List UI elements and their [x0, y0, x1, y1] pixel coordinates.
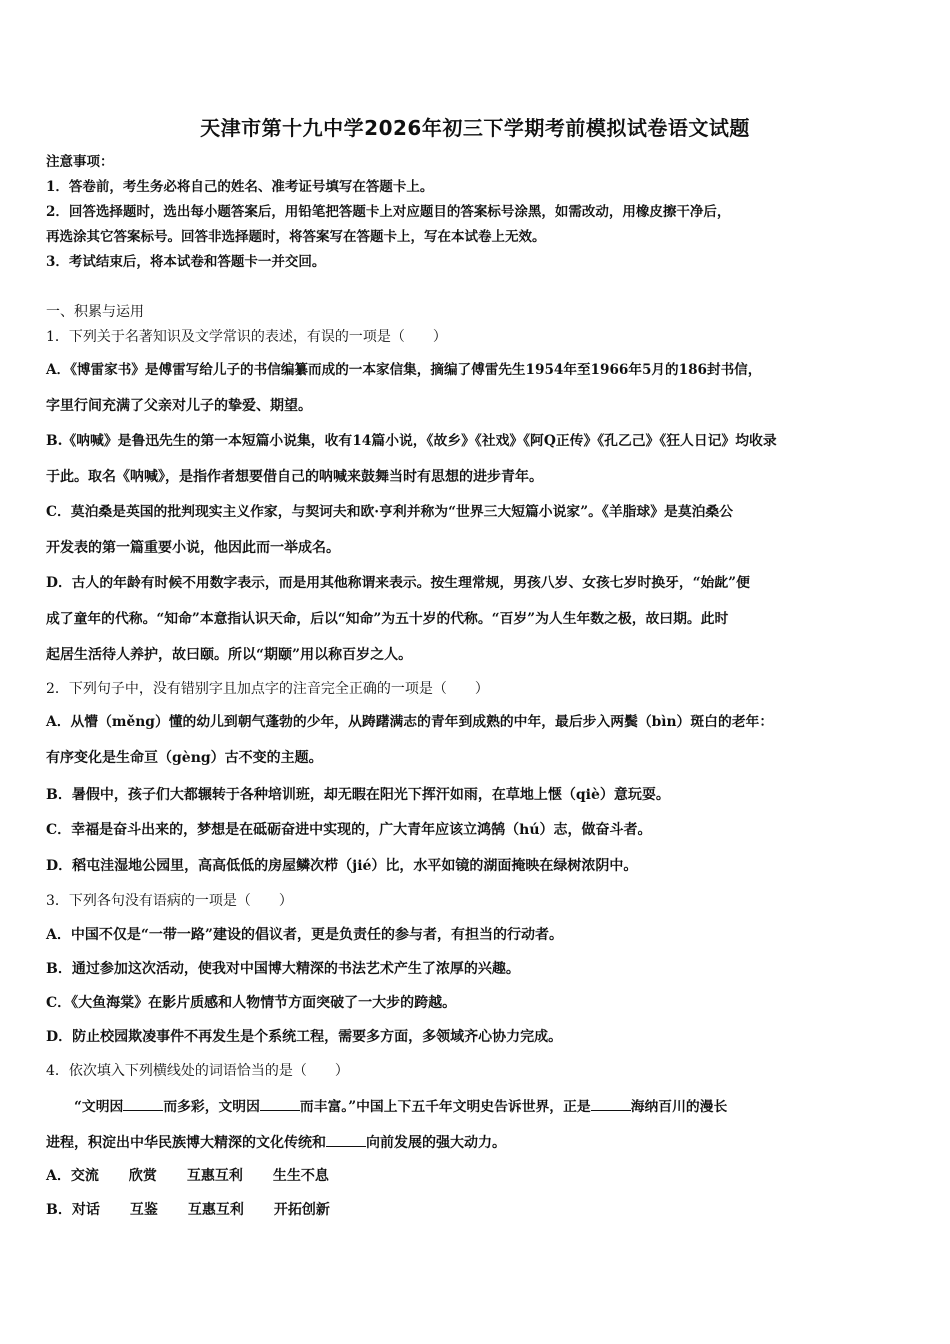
option-word: A．交流 — [46, 1168, 99, 1184]
option-word: 生生不息 — [272, 1168, 329, 1184]
blank-line — [260, 1096, 300, 1111]
q1-option-c-cont: 开发表的第一篇重要小说，他因此而一举成名。 — [46, 540, 340, 556]
blank-line — [591, 1096, 631, 1111]
q4-passage-text: 进程，积淀出中华民族博大精深的文化传统和 — [46, 1135, 326, 1151]
notes-item: 1．答卷前，考生务必将自己的姓名、准考证号填写在答题卡上。 — [46, 179, 434, 195]
q4-passage-text: 而多彩，文明因 — [163, 1099, 260, 1115]
section-heading: 一、积累与运用 — [46, 304, 144, 320]
q4-passage-text: 海纳百川的漫长 — [630, 1099, 728, 1115]
q2-option-c: C．幸福是奋斗出来的，梦想是在砥砺奋进中实现的，广大青年应该立鸿鹄（hú）志，做奋斗者。 — [46, 822, 652, 838]
q4-passage-line-2 — [46, 1132, 506, 1153]
q2-option-b: B．暑假中，孩子们大都辗转于各种培训班，却无暇在阳光下挥汗如雨，在草地上惬（qiè）意玩耍。 — [46, 787, 670, 803]
q1-option-b: B.《呐喊》是鲁迅先生的第一本短篇小说集，收有14篇小说，《故乡》《社戏》《阿Q正传》《孔乙己》《狂人日记》均收录 — [46, 433, 777, 449]
option-word: 互惠互利 — [187, 1202, 244, 1218]
notes-item: 2．回答选择题时，选出每小题答案后，用铅笔把答题卡上对应题目的答案标号涂黑，如需改动，用橡皮擦干净后， — [46, 204, 731, 220]
q4-passage-text: “文明因 — [74, 1099, 124, 1115]
option-word: 互鉴 — [129, 1202, 158, 1218]
q3-option-d: D．防止校园欺凌事件不再发生是个系统工程，需要多方面，多领域齐心协力完成。 — [46, 1029, 563, 1045]
blank-line — [123, 1096, 163, 1111]
q3-option-b: B．通过参加这次活动，使我对中国博大精深的书法艺术产生了浓厚的兴趣。 — [46, 961, 520, 977]
page-title: 天津市第十九中学2026年初三下学期考前模拟试卷语文试题 — [200, 116, 750, 140]
q1-option-a-cont: 字里行间充满了父亲对儿子的挚爱、期望。 — [46, 398, 312, 414]
q4-passage-line-1 — [74, 1096, 727, 1117]
q2-option-a-cont: 有序变化是生命亘（gèng）古不变的主题。 — [46, 750, 323, 766]
notes-item: 3．考试结束后，将本试卷和答题卡一并交回。 — [46, 254, 326, 270]
q1-option-d-cont: 起居生活待人养护，故曰颐。所以“期颐”用以称百岁之人。 — [46, 647, 413, 663]
q1-option-d: D．古人的年龄有时候不用数字表示，而是用其他称谓来表示。按生理常规，男孩八岁、女孩七岁时换牙，“始龀”便 — [46, 575, 750, 591]
q4-passage-text: 而丰富。”中国上下五千年文明史告诉世界，正是 — [299, 1099, 591, 1115]
q1-option-b-cont: 于此。取名《呐喊》，是指作者想要借自己的呐喊来鼓舞当时有思想的进步青年。 — [46, 469, 543, 485]
question-2-stem: 2．下列句子中，没有错别字且加点字的注音完全正确的一项是（ ） — [46, 681, 489, 697]
q4-option-a — [46, 1166, 329, 1186]
q3-option-c: C．《大鱼海棠》在影片质感和人物情节方面突破了一大步的跨越。 — [46, 995, 457, 1011]
question-4-stem: 4．依次填入下列横线处的词语恰当的是（ ） — [46, 1063, 349, 1079]
option-word: 欣赏 — [128, 1168, 157, 1184]
q1-option-d-cont: 成了童年的代称。“知命”本意指认识天命，后以“知命”为五十岁的代称。“百岁”为人生年数之极，故曰期。此时 — [46, 611, 729, 627]
notes-item: 再选涂其它答案标号。回答非选择题时，将答案写在答题卡上，写在本试卷上无效。 — [46, 229, 546, 245]
question-3-stem: 3．下列各句没有语病的一项是（ ） — [46, 893, 293, 909]
q1-option-c: C．莫泊桑是英国的批判现实主义作家，与契诃夫和欧·亨利并称为“世界三大短篇小说家”。《羊脂球》是莫泊桑公 — [46, 504, 734, 520]
q2-option-d: D．稻屯洼湿地公园里，高高低低的房屋鳞次栉（jié）比，水平如镜的湖面掩映在绿树浓阴中。 — [46, 858, 638, 874]
q4-option-b — [46, 1200, 330, 1220]
q4-passage-text: 向前发展的强大动力。 — [366, 1135, 506, 1151]
option-word: 开拓创新 — [273, 1202, 330, 1218]
option-word: B．对话 — [46, 1202, 100, 1218]
option-word: 互惠互利 — [186, 1168, 243, 1184]
notes-heading: 注意事项： — [46, 154, 114, 170]
q1-option-a: A．《博雷家书》是傅雷写给儿子的书信编纂而成的一本家信集，摘编了傅雷先生1954年至1966年5月的186封书信， — [46, 362, 762, 378]
q2-option-a: A．从懵（měng）懂的幼儿到朝气蓬勃的少年，从踌躇满志的青年到成熟的中年，最后步入两鬓（bìn）斑白的老年： — [46, 714, 774, 730]
question-1-stem: 1．下列关于名著知识及文学常识的表述，有误的一项是（ ） — [46, 329, 447, 345]
blank-line — [326, 1132, 366, 1147]
q3-option-a: A．中国不仅是“一带一路”建设的倡议者，更是负责任的参与者，有担当的行动者。 — [46, 927, 563, 943]
